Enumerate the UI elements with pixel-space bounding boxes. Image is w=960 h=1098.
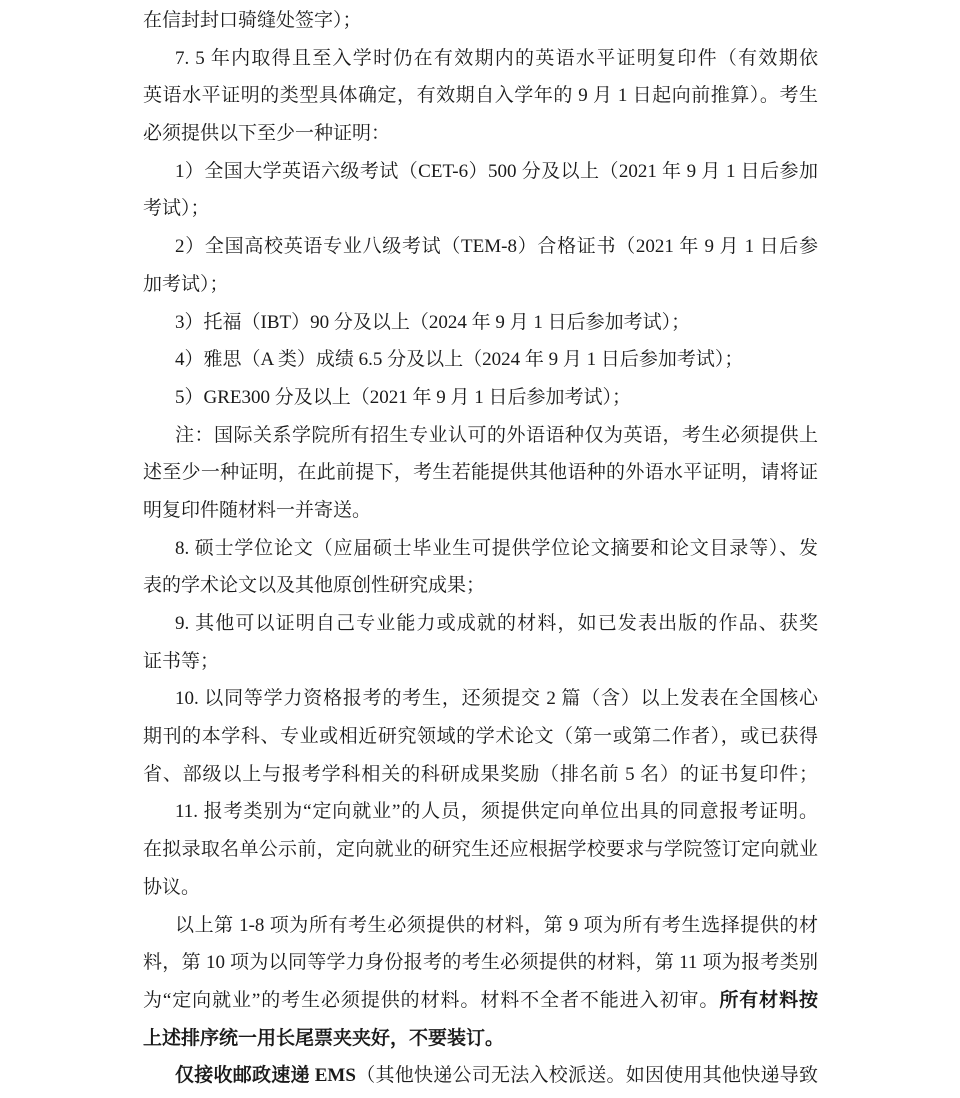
- text-line: [143, 907, 818, 945]
- text-line: [143, 643, 818, 681]
- bold-text: 仅接收邮政速递 EMS: [175, 1065, 356, 1087]
- text-line: [143, 793, 818, 831]
- text-line: [143, 944, 818, 982]
- line-text: 英语水平证明的类型具体确定，有效期自入学年的 9 月 1 日起向前推算）。考生: [143, 85, 818, 107]
- text-line: [143, 718, 818, 756]
- text-line: [143, 530, 818, 568]
- line-text: 8. 硕士学位论文（应届硕士毕业生可提供学位论文摘要和论文目录等）、发: [175, 537, 818, 559]
- line-text: 7. 5 年内取得且至入学时仍在有效期内的英语水平证明复印件（有效期依: [175, 47, 818, 69]
- text-line: [143, 454, 818, 492]
- line-text: 省、部级以上与报考学科相关的科研成果奖励（排名前 5 名）的证书复印件；: [143, 763, 818, 785]
- text-line: [143, 1057, 818, 1095]
- text-line: [143, 2, 818, 40]
- text-line: [143, 304, 818, 342]
- text-line: [143, 1020, 818, 1058]
- bold-text: 所有材料按: [719, 989, 818, 1011]
- text-line: [143, 869, 818, 907]
- text-line: [143, 417, 818, 455]
- line-text: 协议。: [143, 876, 201, 898]
- line-text: 3）托福（IBT）90 分及以上（2024 年 9 月 1 日后参加考试）；: [175, 311, 691, 333]
- line-text: 5）GRE300 分及以上（2021 年 9 月 1 日后参加考试）；: [175, 386, 632, 408]
- text-line: [143, 228, 818, 266]
- line-text: 加考试）；: [143, 273, 229, 295]
- line-text: 9. 其他可以证明自己专业能力或成就的材料，如已发表出版的作品、获奖: [175, 613, 818, 634]
- line-text: 10. 以同等学力资格报考的考生，还须提交 2 篇（含）以上发表在全国核心: [175, 688, 818, 710]
- line-text: 4）雅思（A 类）成绩 6.5 分及以上（2024 年 9 月 1 日后参加考试）；: [175, 349, 744, 371]
- text-line: [143, 77, 818, 115]
- line-text: （其他快递公司无法入校派送。如因使用其他快递导致: [355, 1065, 818, 1087]
- text-line: [143, 266, 818, 304]
- text-line: [143, 605, 818, 643]
- text-line: [143, 379, 818, 417]
- line-text: 为“定向就业”的考生必须提供的材料。材料不全者不能进入初审。: [143, 989, 720, 1011]
- line-text: 注：国际关系学院所有招生专业认可的外语语种仅为英语，考生必须提供上: [175, 424, 818, 446]
- text-line: [143, 831, 818, 869]
- line-text: 料，第 10 项为以同等学力身份报考的考生必须提供的材料，第 11 项为报考类别: [143, 952, 818, 974]
- line-text: 2）全国高校英语专业八级考试（TEM-8）合格证书（2021 年 9 月 1 日后参: [175, 236, 818, 258]
- line-text: 述至少一种证明，在此前提下，考生若能提供其他语种的外语水平证明，请将证: [143, 462, 818, 484]
- text-line: [143, 190, 818, 228]
- text-line: [143, 115, 818, 153]
- line-text: 必须提供以下至少一种证明：: [143, 123, 391, 145]
- text-line: [143, 982, 818, 1020]
- line-text: 在信封封口骑缝处签字）；: [143, 10, 362, 31]
- text-line: [143, 153, 818, 191]
- line-text: 考试）；: [143, 198, 210, 220]
- document-page: [143, 2, 818, 1095]
- line-text: 证书等；: [143, 650, 220, 672]
- text-line: [143, 40, 818, 78]
- line-text: 明复印件随材料一并寄送。: [143, 499, 372, 521]
- text-line: [143, 341, 818, 379]
- text-line: [143, 680, 818, 718]
- text-line: [143, 756, 818, 794]
- line-text: 在拟录取名单公示前，定向就业的研究生还应根据学校要求与学院签订定向就业: [143, 839, 818, 861]
- bold-text: 上述排序统一用长尾票夹夹好，不要装订。: [143, 1027, 505, 1049]
- text-line: [143, 567, 818, 605]
- line-text: 期刊的本学科、专业或相近研究领域的学术论文（第一或第二作者），或已获得: [143, 726, 818, 748]
- text-line: [143, 492, 818, 530]
- line-text: 表的学术论文以及其他原创性研究成果；: [143, 575, 486, 597]
- line-text: 11. 报考类别为“定向就业”的人员，须提供定向单位出具的同意报考证明。: [175, 801, 818, 823]
- line-text: 1）全国大学英语六级考试（CET-6）500 分及以上（2021 年 9 月 1 日后参加: [175, 160, 818, 182]
- line-text: 以上第 1-8 项为所有考生必须提供的材料，第 9 项为所有考生选择提供的材: [175, 914, 818, 936]
